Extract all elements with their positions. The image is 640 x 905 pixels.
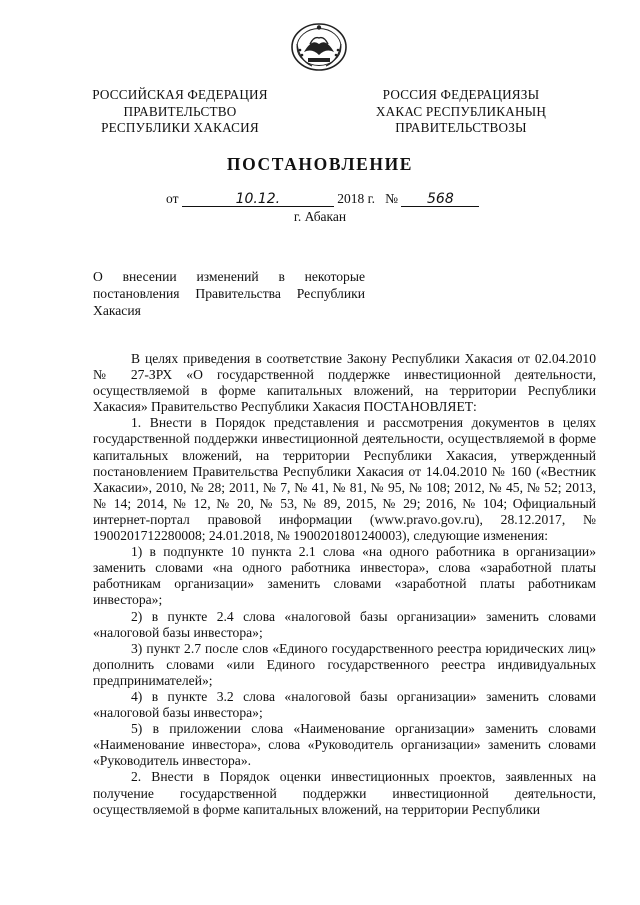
header-right-line: РОССИЯ ФЕДЕРАЦИЯЗЫ (382, 87, 540, 102)
header-left (88, 87, 272, 137)
subject-block (93, 268, 365, 319)
header-right-line: ХАКАС РЕСПУБЛИКАНЫҢ (375, 103, 547, 119)
header-left-line: РЕСПУБЛИКИ ХАКАСИЯ (101, 120, 259, 135)
date-prefix: от (166, 191, 179, 206)
document-body (93, 351, 596, 818)
header-right (372, 87, 550, 137)
paragraph: 5) в приложении слова «Наименование организации» заменить словами «Наименование инвестора», слова «Руководитель организации» заменить словами «Руководитель инвестора». (93, 721, 596, 769)
subject-line: О внесении изменений в некоторые (93, 269, 365, 284)
paragraph: 1. Внести в Порядок представления и рассмотрения документов в целях государственной поддержки инвестиционной деятельности, осуществляемой в форме капитальных вложений, на территории Республики Хакасия, утвержденный постановлением Правительства Республики Хакасия от 14.04.2010 № 160 («Вестник Хакасии», 2010, № 28; 2011, № 7, № 41, № 81, № 95, № 108; 2012, № 45, № 52; 2013, № 14; 2014, № 12, № 20, № 53, № 89, 2015, № 29; 2016, № 104; Официальный интернет-портал правовой информации (www.pravo.gov.ru), 28.12.2017, № 1900201712280008; 24.01.2018, № 1900201801240003), следующие изменения: (93, 415, 596, 544)
city: г. Абакан (293, 209, 347, 224)
subject-line: Хакасия (93, 303, 141, 318)
paragraph: 2) в пункте 2.4 слова «налоговой базы организации» заменить словами «налоговой базы инвестора»; (93, 608, 596, 640)
header-left-line: ПРАВИТЕЛЬСТВО (123, 103, 237, 119)
number-value: 568 (401, 192, 479, 207)
document-title: ПОСТАНОВЛЕНИЕ (226, 154, 414, 174)
subject-line: постановления Правительства Республики (93, 286, 365, 301)
header-right-line: ПРАВИТЕЛЬСТВОЗЫ (395, 120, 527, 135)
year-text: 2018 г. (337, 191, 375, 206)
paragraph: 3) пункт 2.7 после слов «Единого государственного реестра юридических лиц» дополнить словами «или Единого государственного реестра индивидуальных предпринимателей»; (93, 640, 596, 688)
number-sign: № (385, 191, 399, 206)
paragraph: 2. Внести в Порядок оценки инвестиционных проектов, заявленных на получение государственной поддержки инвестиционной деятельности, осуществляемой в форме капитальных вложений, на территории Республики (93, 769, 596, 817)
paragraph: В целях приведения в соответствие Закону Республики Хакасия от 02.04.2010 № 27-ЗРХ «О государственной поддержке инвестиционной деятельности, осуществляемой в форме капитальных вложений, на территории Республики Хакасия» Правительство Республики Хакасия ПОСТАНОВЛЯЕТ: (93, 351, 596, 415)
paragraph: 1) в подпункте 10 пункта 2.1 слова «на одного работника в организации» заменить словами «на одного работника инвестора», слова «заработной платы работникам организации» заменить словами «заработной платы работникам инвестора»; (93, 544, 596, 608)
date-value: 10.12. (182, 192, 334, 207)
coat-of-arms-emblem (290, 22, 348, 72)
header-left-line: РОССИЙСКАЯ ФЕДЕРАЦИЯ (92, 87, 268, 102)
date-number-line (166, 191, 479, 207)
paragraph: 4) в пункте 3.2 слова «налоговой базы организации» заменить словами «налоговой базы инвестора»; (93, 688, 596, 721)
